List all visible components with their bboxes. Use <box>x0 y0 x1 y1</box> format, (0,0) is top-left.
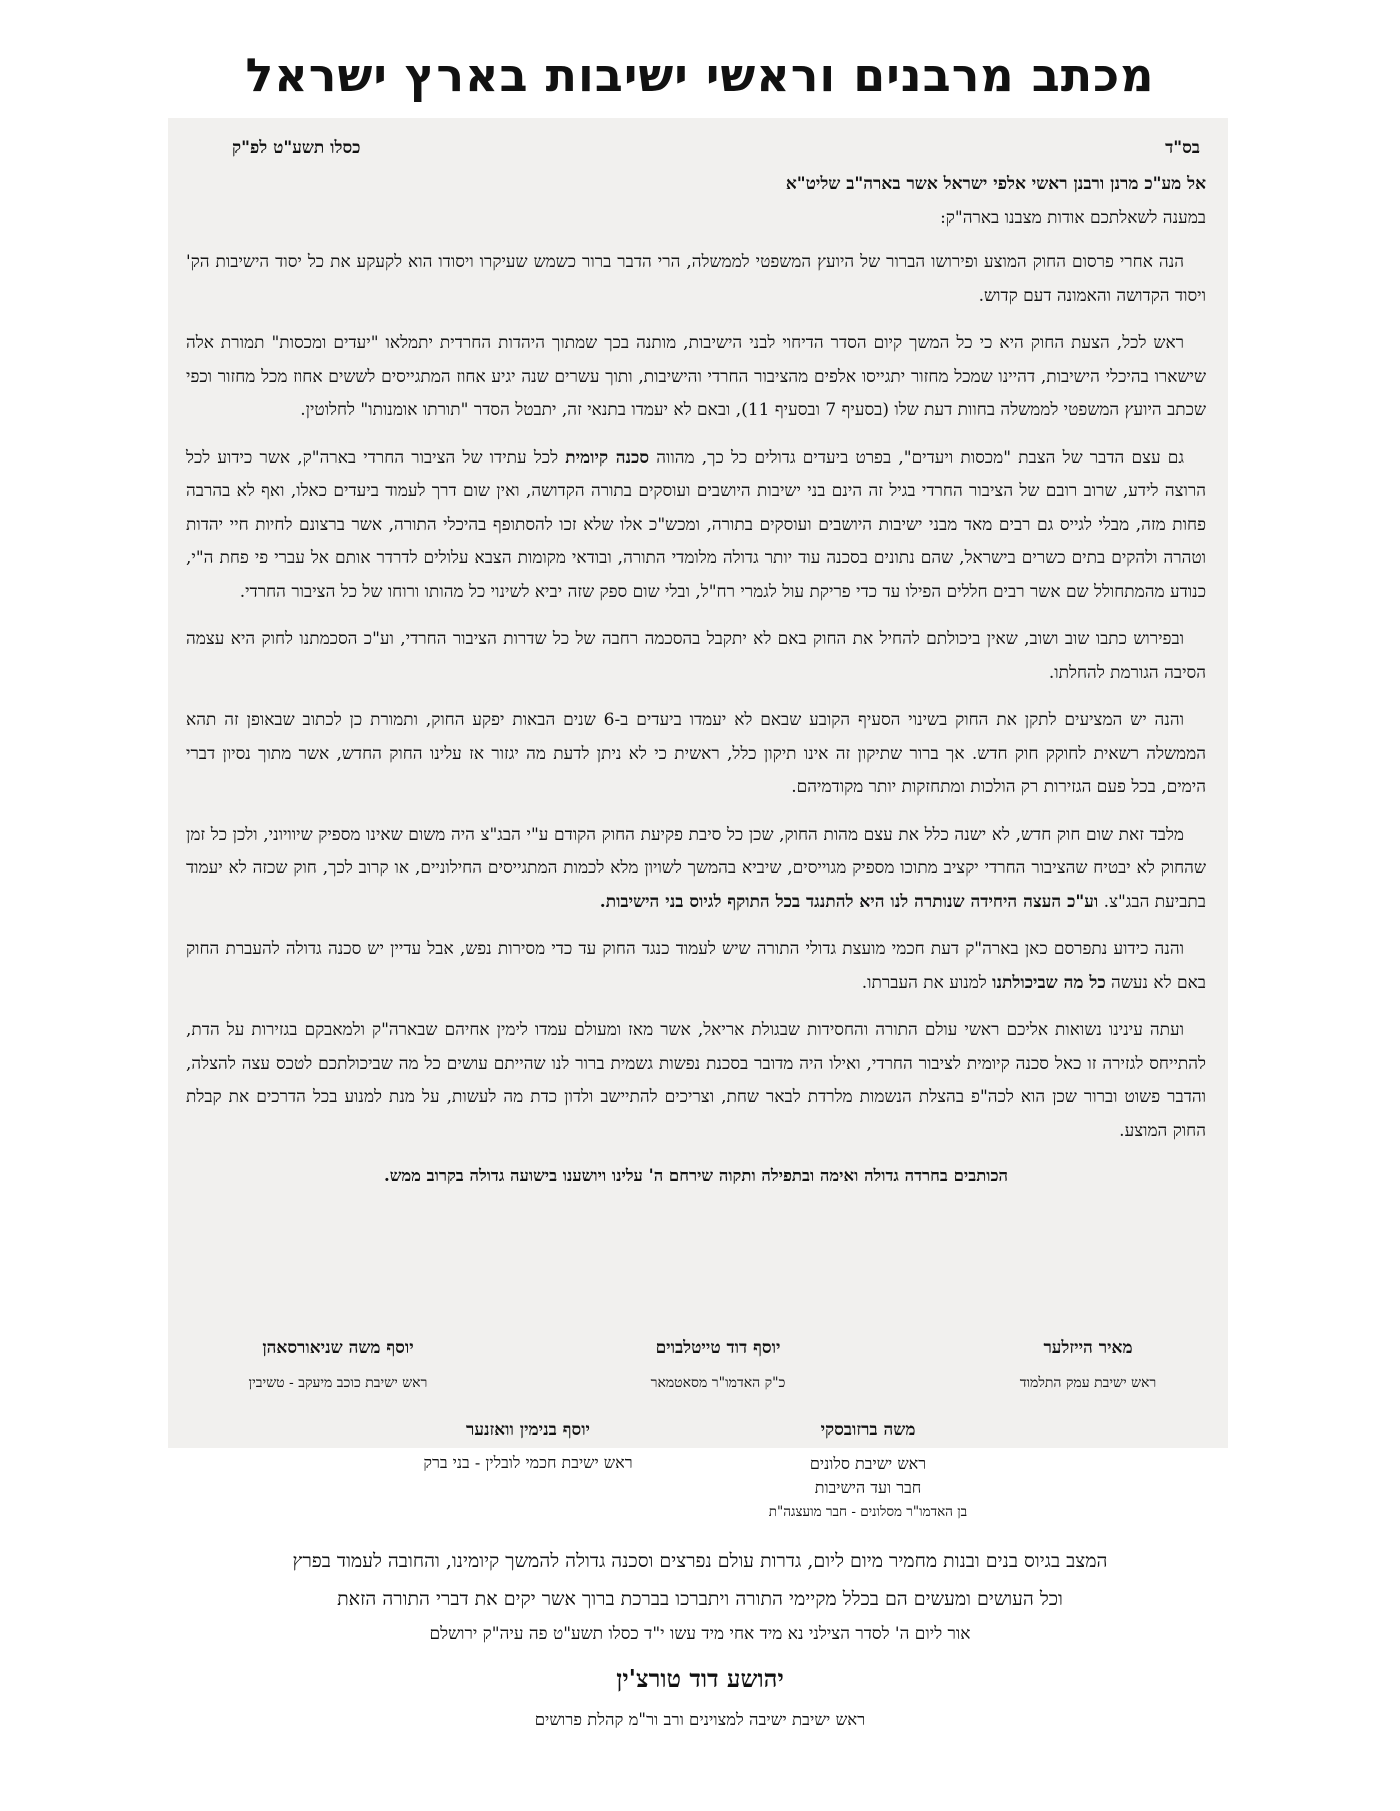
letter-subject: במענה לשאלתכם אודות מצבנו בארה"ק: <box>940 208 1206 228</box>
paragraph-7-text-a: והנה כידוע נתפרסם כאן בארה"ק דעת חכמי מועצת גדולי התורה שיש לעמוד כנגד החוק עד כדי מסירות נפש, אבל עדיין יש סכנה גדולה להעברת החוק באם לא נעשה <box>186 939 1206 993</box>
paragraph-6 <box>186 819 1206 920</box>
signer-5 <box>368 1420 688 1474</box>
paragraph-2: ראש לכל, הצעת החוק היא כי כל המשך קיום הסדר הדיחוי לבני הישיבות, מותנה בכך שמתוך היהדות החרדית יתמלאו "יעדים ומכסות" תמורת אלה שישארו בהיכלי הישיבות, דהיינו שמכל מחזור יתגייסו אלפים מהציבור החרדי והישיבות, ותוך עשרים שנה יגיע אחוז המתגייסים לששים אחוז מכל מחזור וכפי שכתב היועץ המשפטי לממשלה בחוות דעת שלו (בסעיף 7 ובסעיף 11), ובאם לא יעמדו בתנאי זה, יתבטל הסדר "תורתו אומנותו" לחלוטין. <box>186 333 1206 420</box>
paragraph-7 <box>186 933 1206 1000</box>
paragraph-6-text-a: מלבד זאת שום חוק חדש, לא ישנה כלל את עצם מהות החוק, שכן כל סיבת פקיעת החוק הקודם ע"י הבג"צ היה משום שאינו מספיק שיוויוני, ולכן כל זמן שהחוק לא יבטיח שהציבור החרדי יקציב מתוכו מספיק מגוייסים, שיביא בהמשך לשויון מלא לכמות המתגייסים החילוניים, או קרוב לכך, חוק שכזה לא יעמוד בתביעת הבג"צ. <box>186 824 1206 912</box>
paragraph-3-text-a: גם עצם הדבר של הצבת "מכסות ויעדים", בפרט ביעדים גדולים כל כך, מהווה <box>649 447 1185 468</box>
signatures <box>168 1338 1228 1538</box>
scanned-letter <box>168 118 1228 1448</box>
signer-title: ראש ישיבת חכמי לובלין - בני ברק <box>423 1453 633 1472</box>
signer-title: ראש ישיבת כוכב מיעקב - טשיבין <box>248 1375 428 1391</box>
paragraph-8: ועתה עינינו נשואות אליכם ראשי עולם התורה והחסידות שבגולת אריאל, אשר מאז ומעולם עמדו לימין אחיהם שבארה"ק ולמאבקם בגזירות על הדת, להתייחס לגזירה זו כאל סכנה קיומית לציבור החרדי, ואילו היה מדובר בסכנת נפשות גשמית ברור לנו שהייתם עושים כל מה שביכולתכם לטכס עצה להצלה, והדבר פשוט וברור שכן הוא לכה"פ בהצלת הנשמות מלרדת לבאר שחת, וצריכים להתיישב ולדון כדת מה לעשות, על מנת למנוע בכל הדרכים את קבלת החוק המוצע. <box>186 1020 1206 1141</box>
footer-date: אור ליום ה' לסדר הצילני נא מיד אחי מיד עשו י"ד כסלו תשע"ט פה עיה"ק ירושלם <box>429 1624 971 1644</box>
page-title: מכתב מרבנים וראשי ישיבות בארץ ישראל <box>245 48 1155 102</box>
paragraph-6-emphasis: וע"כ העצה היחידה שנותרה לנו היא להתנגד בכל התוקף לגיוס בני הישיבות. <box>599 891 1099 912</box>
signer-1 <box>978 1338 1198 1394</box>
paragraph-3 <box>186 442 1206 610</box>
footer-line-2: וכל העושים ומעשים הם בכלל מקיימי התורה ויתברכו בברכת ברוך אשר יקים את דברי התורה הזאת <box>337 1588 1063 1610</box>
signer-name: מאיר הייזלער <box>1043 1338 1133 1358</box>
signer-title-line: ראש ישיבת סלונים <box>809 1454 927 1473</box>
footer-notice <box>0 1542 1400 1730</box>
paragraph-4: ובפירוש כתבו שוב ושוב, שאין ביכולתם להחיל את החוק באם לא יתקבל בהסכמה רחבה של כל שדרות הציבור החרדי, וע"כ הסכמתנו לחוק היא עצמה הסיבה הגורמת להחלתו. <box>186 629 1206 683</box>
footer-line-1: המצב בגיוס בנים ובנות מחמיר מיום ליום, גדרות עולם נפרצים וסכנה גדולה להמשך קיומינו, והחובה לעמוד בפרץ <box>292 1550 1108 1572</box>
signer-2 <box>588 1338 848 1394</box>
paragraph-5: והנה יש המציעים לתקן את החוק בשינוי הסעיף הקובע שבאם לא יעמדו ביעדים ב-6 שנים הבאות יפקע החוק, ותמורת כן לכתוב שבאופן זה תהא הממשלה רשאית לחוקק חוק חדש. אך ברור שתיקון זה אינו תיקון כלל, ראשית כי לא ניתן לדעת מה יגזור אז עלינו החוק החדש, אשר מתוך נסיון דברי הימים, בכל פעם הגזירות רק הולכות ומתחזקות יותר מקודמיהם. <box>186 710 1206 797</box>
paragraph-1: הנה אחרי פרסום החוק המוצע ופירושו הברור של היועץ המשפטי לממשלה, הרי הדבר ברור כשמש שעיקרו ויסודו הוא לקעקע את כל יסוד הישיבות הק' ויסוד הקדושה והאמונה דעם קדוש. <box>186 252 1206 306</box>
signer-4 <box>698 1420 1038 1524</box>
signer-name: יוסף בנימין וואזנער <box>465 1420 591 1440</box>
paragraph-3-emphasis: סכנה קיומית <box>565 447 650 468</box>
signer-title-line: חבר ועד הישיבות <box>814 1478 922 1497</box>
letter-closing: הכותבים בחרדה גדולה ואימה ובתפילה ותקוה שירחם ה' עלינו ויושענו בישועה גדולה בקרוב ממש. <box>383 1166 1009 1185</box>
signer-title <box>698 1452 1038 1524</box>
signer-name: משה ברזובסקי <box>820 1420 916 1440</box>
letter-bsd: בס"ד <box>1165 138 1200 158</box>
signer-title: כ"ק האדמו"ר מסאטמאר <box>650 1375 786 1391</box>
letter-addressee: אל מע"כ מרנן ורבנן ראשי אלפי ישראל אשר בארה"ב שליט"א <box>785 174 1206 194</box>
footer-signer-name: יהושע דוד טורצ'ין <box>616 1664 784 1693</box>
signer-title-line: בן האדמו"ר מסלונים - חבר מועצגה"ת <box>768 1504 968 1520</box>
paragraph-7-text-c: למנוע את העברתו. <box>861 972 993 993</box>
signer-3 <box>188 1338 488 1394</box>
letter-header <box>186 118 1206 166</box>
signer-name: יוסף דוד טייטלבוים <box>655 1338 781 1358</box>
paragraph-3-text-c: לכל עתידו של הציבור החרדי בארה"ק, אשר כידוע לכל הרוצה לידע, שרוב רובם של הציבור החרדי בגיל זה הינם בני ישיבות היושבים ועוסקים בתורה הקדושה, ואין שום דרך לעמוד ביעדים כאלו, ואף לא בהרבה פחות מזה, מבלי לגייס גם רבים מאד מבני ישיבות היושבים ועוסקים בתורה, ומכש"כ אלו שלא זכו להסתופף בהיכלי התורה, אשר ברצונם לחיות חיי יהדות וטהרה ולהקים בתים כשרים בישראל, שהם נתונים בסכנה עוד יותר גדולה מלומדי התורה, ובודאי מקומות הצבא עלולים לדרדר אותם אל עברי פי פחת ה"י, כנודע מהמתחולל שם אשר רבים חללים הפילו עד כדי פריקת עול לגמרי רח"ל, ובלי שום ספק שזה יביא לשינוי כל מהותו ורוחו של כל הציבור החרדי. <box>186 447 1206 602</box>
signer-title: ראש ישיבת עמק התלמוד <box>1019 1375 1157 1391</box>
letter-date: כסלו תשע"ט לפ"ק <box>232 138 361 158</box>
footer-signer-title: ראש ישיבת ישיבה למצוינים ורב ור"מ קהלת פרושים <box>534 1710 866 1729</box>
paragraph-7-emphasis: כל מה שביכולתנו <box>992 972 1106 993</box>
signer-name: יוסף משה שניאורסאהן <box>262 1338 414 1358</box>
